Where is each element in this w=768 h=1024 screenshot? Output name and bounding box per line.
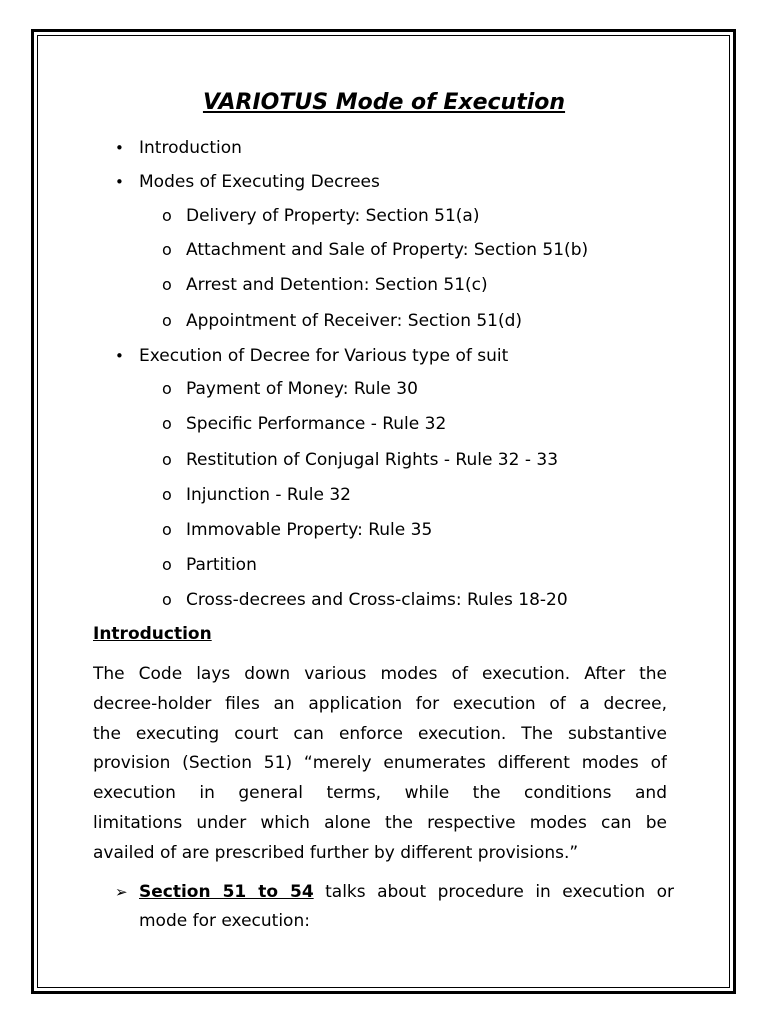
outline-subitem xyxy=(162,239,589,261)
outline-subitem xyxy=(162,484,351,506)
outline-item-execution xyxy=(115,345,509,367)
outline-subitem xyxy=(162,378,418,400)
outline-item-introduction xyxy=(115,137,242,159)
outline-subitem-label: Injunction - Rule 32 xyxy=(186,485,351,505)
section-note xyxy=(115,881,674,903)
outline-subitem-label: Restitution of Conjugal Rights - Rule 32 - 33 xyxy=(186,450,559,470)
section-note-continuation: mode for execution: xyxy=(139,911,310,931)
sub-bullet-icon: o xyxy=(162,240,172,259)
outline-subitem-label: Partition xyxy=(186,555,257,575)
paragraph-line: limitations under which alone the respective modes can be xyxy=(93,813,667,833)
outline-subitem-label: Cross-decrees and Cross-claims: Rules 18-20 xyxy=(186,590,568,610)
outline-subitem-label: Arrest and Detention: Section 51(c) xyxy=(186,275,488,295)
section-note-bold: Section 51 to 54 xyxy=(139,882,314,902)
paragraph-line: The Code lays down various modes of execution. After the xyxy=(93,664,667,684)
outline-subitem-label: Attachment and Sale of Property: Section 51(b) xyxy=(186,240,589,260)
sub-bullet-icon: o xyxy=(162,485,172,504)
bullet-icon: • xyxy=(115,139,124,157)
paragraph-line: decree-holder files an application for execution of a decree, xyxy=(93,694,667,714)
paragraph-line: the executing court can enforce execution. The substantive xyxy=(93,724,667,744)
outline-subitem xyxy=(162,413,447,435)
outline-subitem xyxy=(162,589,568,611)
section-note-text: talks about procedure in execution or xyxy=(313,882,674,902)
arrow-bullet-icon: ➢ xyxy=(115,883,128,901)
document-title: VARIOTUS Mode of Execution xyxy=(202,90,566,115)
outline-subitem xyxy=(162,449,559,471)
sub-bullet-icon: o xyxy=(162,275,172,294)
sub-bullet-icon: o xyxy=(162,450,172,469)
sub-bullet-icon: o xyxy=(162,414,172,433)
sub-bullet-icon: o xyxy=(162,590,172,609)
sub-bullet-icon: o xyxy=(162,206,172,225)
outline-subitem-label: Immovable Property: Rule 35 xyxy=(186,520,433,540)
paragraph-line: provision (Section 51) “merely enumerates different modes of xyxy=(93,753,667,773)
outline-item-label: Execution of Decree for Various type of suit xyxy=(139,346,509,366)
outline-subitem-label: Payment of Money: Rule 30 xyxy=(186,379,418,399)
sub-bullet-icon: o xyxy=(162,520,172,539)
outline-subitem xyxy=(162,554,257,576)
outline-item-modes xyxy=(115,171,380,193)
outline-subitem xyxy=(162,310,523,332)
sub-bullet-icon: o xyxy=(162,379,172,398)
outline-subitem xyxy=(162,274,488,296)
outline-item-label: Introduction xyxy=(139,138,242,158)
section-heading-introduction: Introduction xyxy=(93,624,212,644)
bullet-icon: • xyxy=(115,173,124,191)
bullet-icon: • xyxy=(115,347,124,365)
sub-bullet-icon: o xyxy=(162,311,172,330)
outline-subitem xyxy=(162,205,480,227)
outline-subitem-label: Delivery of Property: Section 51(a) xyxy=(186,206,480,226)
paragraph-line: availed of are prescribed further by different provisions.” xyxy=(93,843,579,863)
outline-subitem-label: Specific Performance - Rule 32 xyxy=(186,414,447,434)
outline-item-label: Modes of Executing Decrees xyxy=(139,172,380,192)
outline-subitem xyxy=(162,519,433,541)
sub-bullet-icon: o xyxy=(162,555,172,574)
paragraph-line: execution in general terms, while the conditions and xyxy=(93,783,667,803)
outline-subitem-label: Appointment of Receiver: Section 51(d) xyxy=(186,311,523,331)
